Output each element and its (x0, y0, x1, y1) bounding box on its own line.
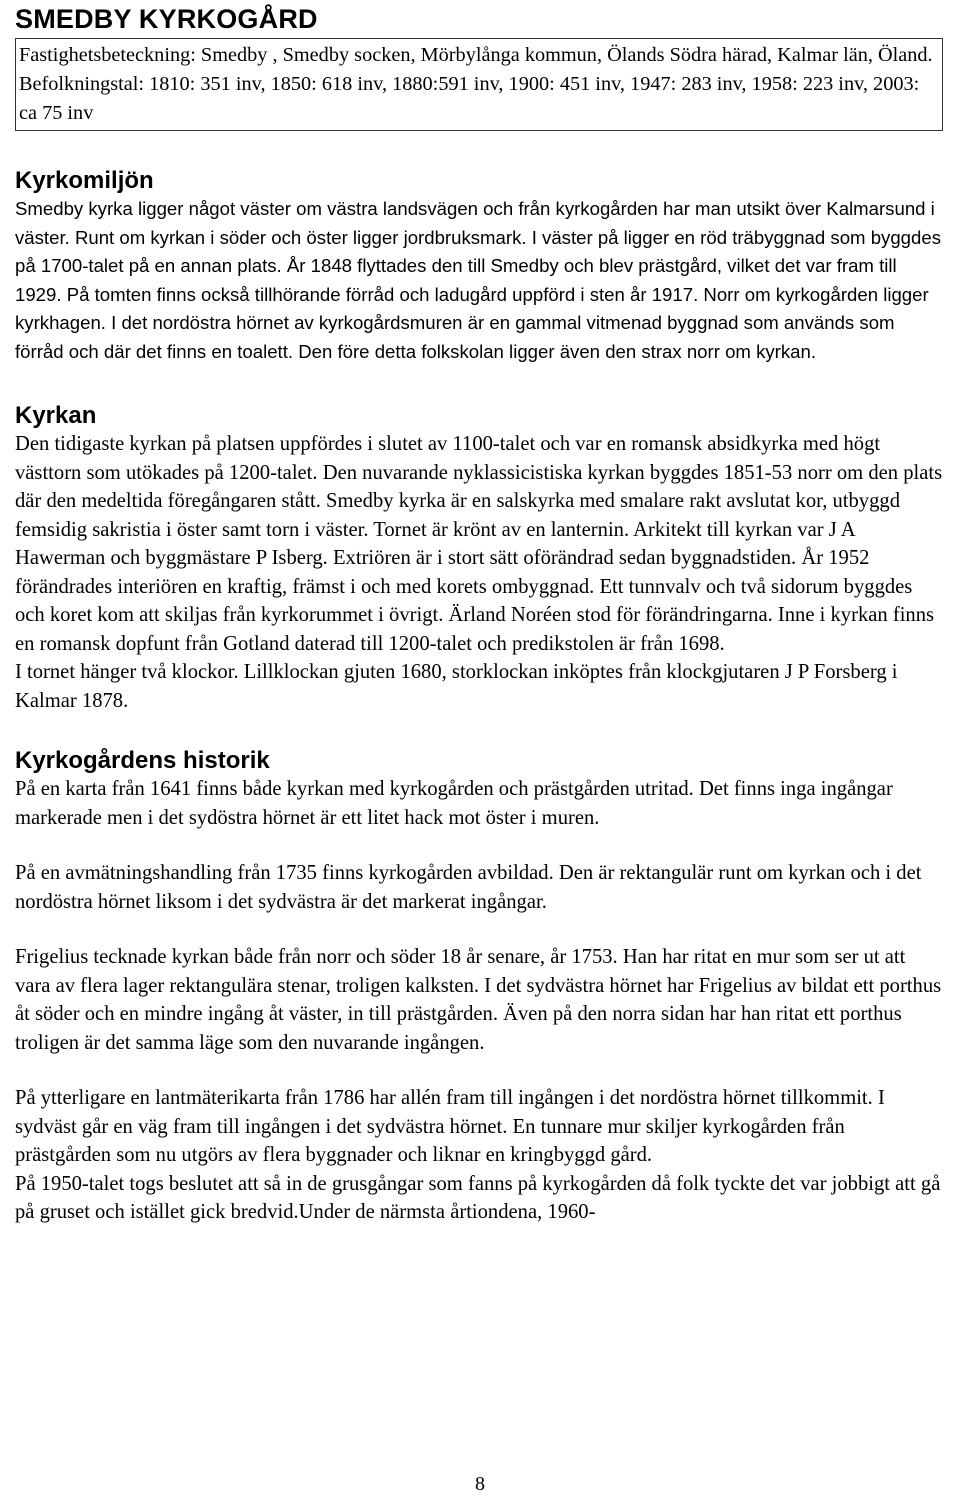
historik-paragraph-1: På en karta från 1641 finns både kyrkan med kyrkogården och prästgården utritad. Det finns inga ingångar markerade men i det sydöstra hörnet är ett litet hack mot öster i muren. (15, 778, 893, 829)
historik-paragraph-2: På en avmätningshandling från 1735 finns kyrkogården avbildad. Den är rektangulär runt om kyrkan och i det nordöstra hörnet liksom i det sydvästra är det markerat ingångar. (15, 862, 922, 913)
population-figures: Befolkningstal: 1810: 351 inv, 1850: 618 inv, 1880:591 inv, 1900: 451 inv, 1947: 283 inv, 1958: 223 inv, 2003: ca 75 inv (19, 73, 920, 124)
property-info-box (15, 38, 943, 131)
page-title: SMEDBY KYRKOGÅRD (15, 4, 318, 34)
historik-paragraph-3: Frigelius tecknade kyrkan både från norr och söder 18 år senare, år 1753. Han har ritat en mur som ser ut att vara av flera lager rektangulära stenar, troligen kalksten. I det sydvästra hörnet har Frigelius av bildat ett porthus åt söder och en mindre ingång åt väster, in till prästgården. Även på den norra sidan har han ritat ett porthus troligen är det samma läge som den nuvarande ingången. (15, 946, 942, 1054)
section-heading-kyrkomiljo: Kyrkomiljön (15, 167, 154, 194)
kyrkan-paragraph-1: Den tidigaste kyrkan på platsen uppfördes i slutet av 1100-talet och var en romansk absidkyrka med högt västtorn som utökades på 1200-talet. Den nuvarande nyklassicistiska kyrkan byggdes 1851-53 norr om den plats där den medeltida föregångaren stått. Smedby kyrka är en salskyrka med smalare rakt avslutat kor, utbyggd femsidig sakristia i öster samt torn i väster. Tornet är krönt av en lanternin. Arkitekt till kyrkan var J A Hawerman och byggmästare P Isberg. Extriören är i stort sätt oförändrad sedan byggnadstiden. År 1952 förändrades interiören en kraftig, främst i och med korets ombyggnad. Ett tunnvalv och två sidorum byggdes och koret kom att skiljas från kyrkorummet i övrigt. Ärland Noréen stod för förändringarna. Inne i kyrkan finns en romansk dopfunt från Gotland daterad till 1200-talet och predikstolen är från 1698. (15, 433, 943, 655)
section-heading-historik: Kyrkogårdens historik (15, 747, 270, 774)
historik-paragraph-5: På 1950-talet togs beslutet att så in de grusgångar som fanns på kyrkogården då folk tyckte det var jobbigt att gå på gruset och istället gick bredvid.Under de närmsta årtiondena, 1960- (15, 1172, 941, 1223)
page-number: 8 (475, 1473, 485, 1495)
property-designation: Fastighetsbeteckning: Smedby , Smedby socken, Mörbylånga kommun, Ölands Södra härad, Kalmar län, Öland. (19, 44, 933, 66)
section-heading-kyrkan: Kyrkan (15, 402, 97, 429)
historik-paragraph-4: På ytterligare en lantmäterikarta från 1786 har allén fram till ingången i det nordöstra hörnet tillkommit. I sydväst går en väg fram till ingången i det sydvästra hörnet. En tunnare mur skiljer kyrkogården från prästgården som nu utgörs av flera byggnader och liknar en kringbyggd gård. (15, 1087, 885, 1166)
kyrkan-paragraph-2: I tornet hänger två klockor. Lillklockan gjuten 1680, storklockan inköptes från klockgjutaren J P Forsberg i Kalmar 1878. (15, 661, 898, 712)
kyrkomiljo-paragraph: Smedby kyrka ligger något väster om västra landsvägen och från kyrkogården har man utsikt över Kalmarsund i väster. Runt om kyrkan i söder och öster ligger jordbruksmark. I väster på ligger en röd träbyggnad som byggdes på 1700-talet på en annan plats. År 1848 flyttades den till Smedby och blev prästgård, vilket det var fram till 1929. På tomten finns också tillhörande förråd och ladugård uppförd i sten år 1917. Norr om kyrkogården ligger kyrkhagen. I det nordöstra hörnet av kyrkogårdsmuren är en gammal vitmenad byggnad som används som förråd och där det finns en toalett. Den före detta folkskolan ligger även den strax norr om kyrkan. (15, 198, 942, 362)
document-page (15, 0, 945, 1227)
